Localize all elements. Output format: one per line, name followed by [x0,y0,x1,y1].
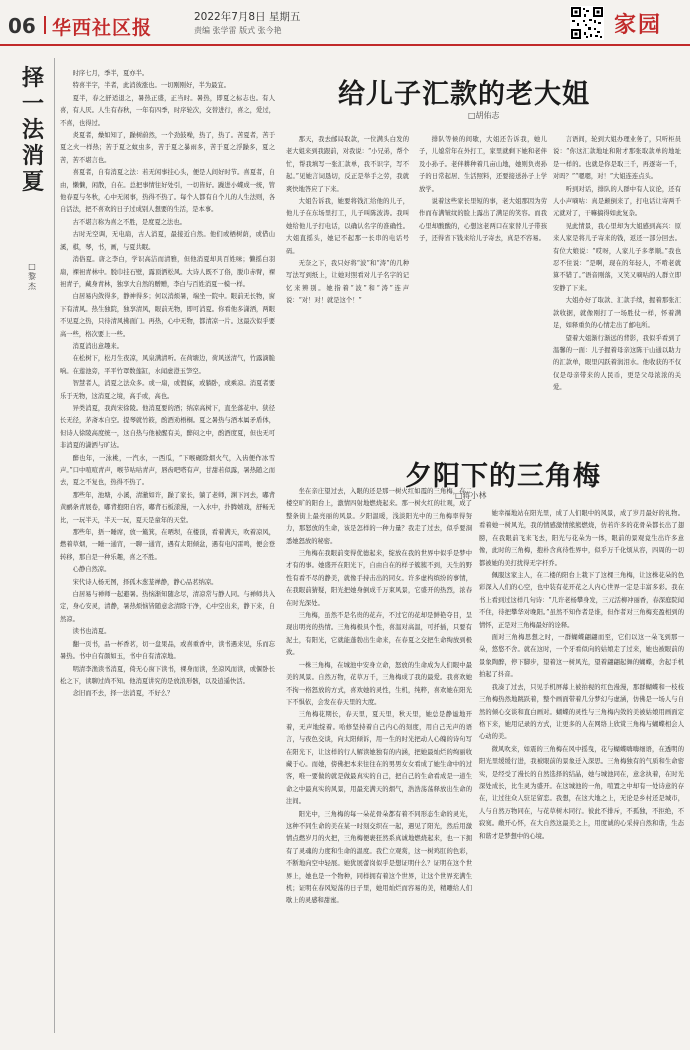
paragraph: 古时无空调，无电扇，古人消夏，最接近自然。他们或栖树荫，或借山溪，棋，琴，书，画，与夏共眠。 [60,231,275,251]
section-title: 家园 [614,12,663,38]
page-number: 06 [8,14,36,38]
article-column [553,134,681,460]
header-rule [0,44,690,46]
paragraph: 夏半，春之舒适退之，暑热正盛，正当时。暑热，即夏之标志也。有人喜，有人厌。人生有春秋，一年有四季，时序轮次，交替进行，喜之，爱过，不喜，也得过。 [60,94,275,127]
paragraph: 那些年，池塘，小溪，清澈如许，躁了家长，躺了老师，渊下河去，嘟背黄鹂条青展卷，嘟背抱阳自容，嘟背石板漾漫，一入水中，扑腾嬉戏，舒畅无比，一玩半天，半天一玩，夏天是童年的天堂。 [60,491,275,524]
paragraph: 消夏消出意趣来。 [72,342,123,350]
paragraph: 三角梅，虽然不是名贵的花卉，不过它的花却是鲜艳夺目，呈现出明亮的热情。三角梅极具个性，喜温对高温，可扦插，只要有泥土，有阳光，它就能蓬勃出生命来，在春夏之交把生命绚放到极致。 [286,612,472,657]
editor-credits: 责编 张学雷 版式 张今艳 [194,26,282,35]
paragraph: 佩服这家主人，在二楼的阳台上栽下了这棵三角梅，让这株花朵的色彩深入人们的心空，也中装有花开花之人内心世界一定是丰富多彩。我在书上看到过这样几句诗：“几许老杨攀身发，三元活柳冲丽香，春深庭院闻不住，待把攀华对晚阳。”虽然不知作者是谁，但作者对三角梅充盈相到的情怀，正是对三角梅最好的诠释。 [479,572,684,629]
paragraph: 说着这些家长里短的事，老大姐那因为劳作而布满皱纹的脸上露出了满足的笑容。而我心里却酸酸的，心想这老两口在家替儿子带孩子，还得省下钱来给儿子寄去，真是不容易。 [419,198,547,243]
paragraph: 阳光中，三角梅的每一朵花骨朵都有着不同形态生命的灵光，这种不同生命的美在某一时刻交织在一起，遇见了阳光，然后用激情点燃岁月的火把，三角梅便裹狂然系真诚地燃烧起来，也一下拥有了灵魂的力度和生命的温度。我伫立观赏，这一树鸡肛的色彩，不断地向空中轻展。她犹展蕾岗似乎是想证明什么？证明在这个世界上，她也是一个物种，同样拥有着这个世界，让这个世界充满生机；证明在春风短荡的日子里，她用灿烂而容易的美，精雕给人们歇上的灵感和甜蜜。 [286,810,472,905]
paragraph: 消俗夏。唐之李白，学识高洁而清雅，但他消夏却具百姓味；懒摇白羽扇，裸袒青林中。脱巾挂石壁，露顶洒松风。大诗人既不了俗，脱巾赤臂，裸袒青子，藏身青林，独享大自然的赠赠，李白与百姓消夏一模一样。 [60,256,275,288]
qr-code-icon [570,6,604,40]
paragraph: 坐在亲庄望过去，入眼的还是那一树火红如霞的三角梅，在二楼空旷的阳台上，激情四射地燃烧起来。那一树火红的壮观，成了整条街上最亮丽的风景。夕阳温暖，浅淡阳光中的三角梅率得努力，那怒放的生命，该是怎样的一种力量？我走了过去，似乎要洞悉她怒放的秘密。 [286,488,472,545]
article-column [419,134,547,460]
paragraph: 读书也消夏。 [72,628,111,636]
article-column [286,486,472,1038]
paragraph: 望着大姐渐行渐远的背影，我似乎看到了温馨的一面：儿子握着母亲这陈干山通以助力的汇款单，眼里闪跃着润泪水。他收获的不仅仅是母亲带来的人民币，更是父母浓浓的关爱。 [553,334,681,392]
page-header [0,0,690,48]
paragraph: 白居易与禅师一起避暑。热恼渐知随念尽，清凉常与静人同。与禅师共入定，身心安灵，清静，暑热烦恼皆随意念清除干净，心中空出来，静下来，自然凉。 [60,591,275,623]
paragraph: 微风吹来，如震的三角梅在风中摇曳，花与蝴蝶嗨嗨细语，在透明的阳光里缓缓行进，我被眼前的景象迁入深思。三角梅独有的气质和生命密实，是经受了漫长的自然选择的结晶，她与城池同在，意念执着，在时光深处成长，比生灵为盛开。在这城池的一角，喧置之中却有一处诗意的存在，让过往众人驻足留恋。我想，在这大地之上，无论是乡村还是城市，人与自然万物同在，与花草树木同行。彼此不排斥，不孤独，不拒绝，不寂寞。敞开心怀，在大自然这最美之上，用度诚的心采持自然和谐，生态和谐才是梦想中的心境。 [479,745,684,840]
paragraph: 古不堪言称为喜之不胜，是度夏之法也。 [72,218,186,226]
paragraph: 见此情景，我心里却为大姐感到高兴：原来人家是将儿子寄来的钱，返还一部分回去。有位大娘说：“哎呀，人家儿子多孝顺。”我也忍不住说：“是啊，现在的年轻人，不啃老就算不错了。”语音刚落，又笑又嘀咕的人群立即安静了下来。 [553,222,681,292]
paragraph: 大姐办好了取款、汇款手续，握着那张汇款收据，就像刚打了一场胜仗一样，怀着满足，如释重负的心情走出了邮电所。 [553,297,681,330]
article-column [479,508,684,1038]
paragraph: 大姐告诉我，她要将钱汇给他的儿子，他儿子在东场里打工，儿子叫陈波涛。我叫她给他儿子打电话，以确认名字的准确性。大姐直摇头，她记不起那一长串的电话号码。 [286,198,409,255]
paragraph: 特喜半字，半者，此消彼涨也。一切刚刚好，半为最宜。 [72,82,231,90]
paragraph: 时序七月，季半，夏亦半。 [72,70,149,77]
paragraph: 异类消夏，我尚宋徐陵。他消夏要的酒；纳凉高树下，直坐落花中。狭径长无径，茅斋本自空。提琴就竹筱，酌酒劝梧桐。夏之暑热与酒本属矛盾体，但诗人徐陵高度统一，这自热与他被醒有关，醉闷之中，酌酒度夏，但也无可非消夏的潇洒与旷达。 [60,404,275,450]
paragraph: 翻一页书，品一杯香茗，切一盘果品，或喜重香中，读书遇来见，乐而忘暑热。书中自有颜如玉，书中自有清凉地。 [60,640,275,661]
poem-body [60,68,275,1038]
article-byline: □胡佑志 [468,111,500,120]
article-title: 夕阳下的三角梅 [405,461,601,492]
column-divider [54,58,55,1033]
paragraph: 排队等候的间歇，大姐还告诉我，她儿子，儿媳常年在外打工，家里就剩下她和老伴及小孙子。老伴耕种着几亩山地，她则负责孙子的日常起居、生活照料，还要接送孙子上学放学。 [419,136,547,193]
paragraph: 那些年，捂一睡席，放一簸箕，在晒坝，在楼顶，看着满天，吹着凉风，燃着草烟，一睡一通宵，一聊一通宵，遇有太阳倾盆，遇有电闪雷鸣，便会登转移，那自是一种乐趣，喜之不胜。 [60,529,275,561]
paragraph: 无奈之下，我只好将“波”和“涛”的几种写法写到纸上，让她对照看对儿子名字的记忆来辨别。她指着“波”和“涛”连声说：“对！对！就是这个！” [286,260,409,305]
paragraph: 面对三角梅思想之时，一群蝴蝶翩翩而至，它们以这一朵飞到那一朵，悠悠不舍。就在这时，一个牙看似向的姑娘走了过来，她也被眼前的景象陶醉，停下脚步，望着这一树风光，望着翩翩起舞的蝴蝶，舍起手机拍起了抖音。 [479,634,684,679]
paragraph: 白居易内敛得多，静神得多；何以消烦暑，端坐一院中。眼前无长物，窗下有清风。热生独院，独享清风，眼前无物，即可消夏。你看他多潇洒，两眼不见夏之热，只待清风拂面门。再热，心中无物，都清凉一片。这最次似乎要高一些，格次要上一些。 [60,293,275,338]
paragraph: 明清李渔读书消夏，倚无心窗下读书，裸身而读，坐凉风而读，或偃卧长松之下，读聊过尚不知。他消夏讲究的是放浪形骸，以及逍遥快活。 [60,665,275,685]
paragraph: 三角梅花期长，春天里，夏天里，秋天里，她总是静谧地开着，无声地绽着。哈修坚持着自己内心的刻度，用自己无声的语言，与夜色交谈，向太阳倾诉，用一生的时光把动人心魄的诗句写在阳光下，让这样的行人解读她独有的内涵，把她最灿烂的绚丽收藏于心。而她，傍佛把本来往往在的男男女女看成了她生命中的过客，唯一要做的就是做最真实的自己，把自己的生命看成是一道生命之中最真实的风景，用最充满天的烟气，浩浩荡荡释放出生命的注间。 [286,711,472,806]
paragraph: 我凑了过去，只见手机屏幕上被拍视的红色漫漫，那群蝴蝶和一枝枝三角梅热然地跳跃着，整个画面带着几分梦幻与虚涵，仿佛是一场人与自然的倾心交谈和直白画对。蝴蝶的灵性与三角梅内敛的美被姑娘用画面定格下来，她用记录的方式，让更多的人在网络上欣赏三角梅与蝴蝶相会人心动的美。 [479,683,684,741]
paragraph: 醉也年，一泳桃，一汽水，一西瓜，“下喉碾除烟火气，入齿便作冰雪声。”口中喧喧青声，喉节咕咕青声，唇齿吧嗒有声，甘甜若似露，暑热随之而去，夏之不复也，热得不热了。 [60,454,275,487]
paragraph: 心静自然凉。 [72,566,111,574]
article-byline: □蒋小林 [455,491,487,500]
paragraph: 智慧者人，消夏之法众多。或一扇，或假寐，或躺卧，或乘凉。消夏者要乐于无物，这消夏之境，高手或，高也。 [60,380,275,400]
paragraph: 三角梅在我眼前变得优德起来，绽放在我的世界中似乎是梦中才有的事。她盛开在阳光下，自由自在的样子簇簇不到，天生的野性有看不尽的静美，就像手持击出的同女。许多虚构缤纷的事情，在我眼前猜疑，阳光把她身倒成千万束风景，它盛开的热烈，浓春在时光深处。 [286,550,472,607]
paragraph: 宋代诗人杨无图，择孤木葱茏禅静，静心品茗纳凉。 [72,578,218,586]
paragraph: 喜夏者，自有消夏之法：若无闲事挂心头，便是人间好时节。喜夏者，自由，懒懒，闲散，自在。总把事情往好处引，一切皆好。躁进小蝶成一统，管他春夏与冬秋，心中无闲事，热得不热了。每个人都有自个儿的人生法则，各自活法，把不喜欢的日子过成别人想要的生活，是本事。 [60,169,275,214]
paragraph: 在松树下，松月生夜凉，风泉满清听。在荷塘边，荷风送清气，竹露滴脆响。在莲池旁，平平竹罩数莲缸，水闻虚澄玉笋空。 [60,355,275,375]
paragraph: 念旧而不去，择一法消夏，不好么？ [72,690,174,698]
article-column [286,134,409,460]
paragraph: 听到对话，排队的人群中有人议论，还有人小声嘀咕：真是颠倒来了，打电话让寄两千元就对了，干嘛搞得如此复杂。 [553,185,681,218]
sidebar-author: □黎杰 [28,262,36,291]
paragraph: 炎夏者，燥如知了，躁树蔚然，一个劲鼓噪，热了，热了。苦夏者，苦于夏之火一样热；苦于夏之蚊虫多，苦于夏之暴雨多，苦于夏之浮躁多，夏之苦，苦不堪言也。 [60,132,275,164]
header-divider [44,16,46,34]
paragraph: 言语间，轮到大姐办理业务了，只听柜员说：“你这汇款地址和附才那张取款单的地址是一样的。也就是你是取三千，再逐寄一千，对吗？”“嗯嗯，对！”大姐连连点头。 [553,136,681,181]
sidebar-title: 择一法消夏 [21,65,44,195]
article-title: 给儿子汇款的老大姐 [338,79,590,110]
paper-name: 华西社区报 [52,17,153,39]
paragraph: 她幸福地站在阳光里，成了人们眼中的风景，成了岁月最好的礼物。看着她一树风光，我的情感激情熊熊燃烧，仿若许多的花骨朵都长出了翅膀，在我眼前飞来飞去，阳光与花朵为一体，眼前的景观竟生出许多意像，此时的三角梅，抱朴含真待性界中，似乎万千化烦从容，四周的一切都被她的美打扰得无字杆乔。 [479,510,684,567]
issue-date: 2022年7月8日 星期五 [194,11,301,23]
paragraph: 那天，我去邮局取款，一位满头白发的老大姐来到我跟前，对我说：“小兄弟，帮个忙，帮我填写一张汇款单，我不识字，写不起。”见她言词恳切，反正是举手之劳，我就爽快地答应了下来。 [286,136,409,193]
paragraph: 一株三角梅，在城池中安身立命，怒放的生命成为人们眼中最美的风景。自然万物，花草万千，三角梅成了我的最爱。我喜欢她不拘一格怒放的方式，喜欢她的灵性，生机，纯粹，喜欢她在阳光下不惧依，会发在春天里的大度。 [286,661,472,706]
